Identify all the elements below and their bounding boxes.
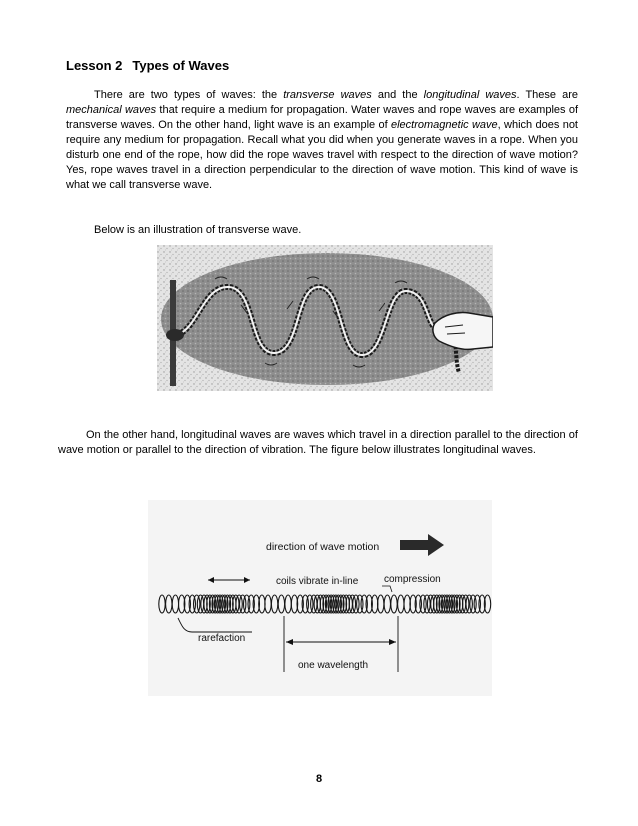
direction-label: direction of wave motion: [266, 541, 380, 553]
coils-label: coils vibrate in-line: [276, 576, 359, 587]
term-transverse-waves: transverse waves: [283, 89, 372, 101]
longitudinal-wave-figure: [148, 500, 492, 696]
term-mechanical-waves: mechanical waves: [66, 104, 157, 116]
page-number: 8: [315, 773, 323, 785]
paragraph-transverse-intro: Below is an illustration of transverse wave.: [94, 224, 302, 236]
rarefaction-label: rarefaction: [198, 633, 246, 644]
lesson-title: Types of Waves: [132, 58, 230, 73]
wavelength-label: one wavelength: [298, 660, 369, 671]
term-electromagnetic-wave: electromagnetic wave: [390, 119, 498, 131]
compression-label: compression: [384, 574, 441, 585]
transverse-wave-figure: [157, 245, 493, 391]
paragraph-wave-types: There are two types of waves: the transverse waves and the longitudinal waves. These are mechanical waves that require a medium for propagation. Water waves and rope waves are examples of transverse waves. On the other hand, light wave is an example of electromagnetic wave, which does not require any medium for propagation. Recall what you did when you generate waves in a rope. When you disturb one end of the rope, how did the rope waves travel with respect to the direction of wave motion? Yes, rope waves travel in a direction perpendicular to the direction of wave motion. This kind of wave is what we call transverse wave.: [66, 89, 579, 191]
term-longitudinal-waves: longitudinal waves: [423, 89, 517, 101]
rope-knot: [166, 329, 184, 341]
lesson-heading: [66, 58, 229, 73]
lesson-number: Lesson 2: [66, 58, 123, 73]
paragraph-longitudinal: On the other hand, longitudinal waves are waves which travel in a direction parallel to the direction of wave motion or parallel to the direction of vibration. The figure below illustrates longitudinal waves.: [58, 429, 578, 456]
